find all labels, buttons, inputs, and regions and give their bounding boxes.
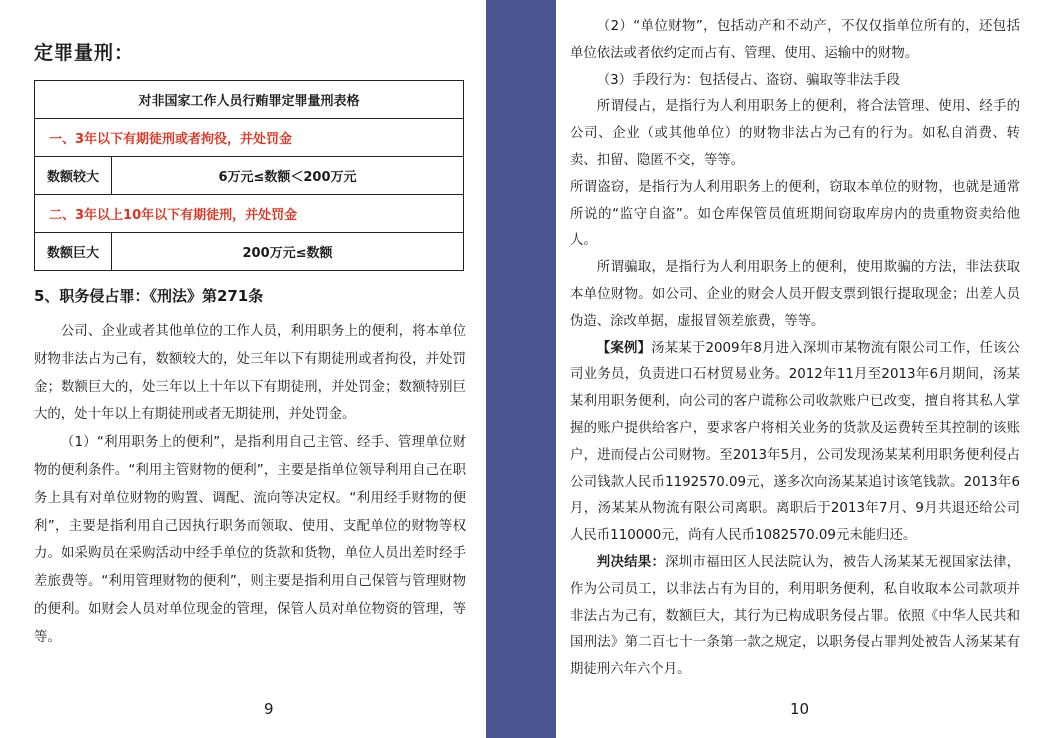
paragraph: （3）手段行为：包括侵占、盗窃、骗取等非法手段 bbox=[596, 72, 900, 88]
table-row-label: 数额巨大 bbox=[35, 233, 112, 271]
verdict-text: 深圳市福田区人民法院认为，被告人汤某某无视国家法律，作为公司员工，以非法占有为目的，利用职务便利，私自收取本公司款项并非法占为己有，数额巨大，其行为已构成职务侵占罪。依照《中华人民共和国刑法》第二百七十一条第一款之规定，以职务侵占罪判处被告人汤某某有期徒刑六年六个月。 bbox=[570, 554, 1021, 678]
case-label: 【案例】 bbox=[596, 340, 652, 356]
paragraph: 所谓侵占，是指行为人利用职务上的便利，将合法管理、使用、经手的公司、企业（或其他单位）的财物非法占为己有的行为。如私自消费、转卖、扣留、隐匿不交，等等。 bbox=[570, 99, 1020, 168]
case-text: 汤某某于2009年8月进入深圳市某物流有限公司工作，任该公司业务员，负责进口石材贸易业务。2012年11月至2013年6月期间，汤某某利用职务便利，向公司的客户谎称公司收款账户已改变，擅自将其私人掌握的账户提供给客户，要求客户将相关业务的货款及运费转至其控制的该账户，进而侵占公司财物。至2013年5月，公司发现汤某某利用职务便利侵占公司钱款人民币1192570.09元，遂多次向汤某某追讨该笔钱款。2013年6月，汤某某从物流有限公司离职。离职后于2013年7月、9月共退还给公司人民币110000元，尚有人民币1082570.09元未能归还。 bbox=[570, 340, 1020, 544]
sentencing-table bbox=[34, 80, 464, 271]
left-body bbox=[34, 318, 466, 652]
verdict-paragraph bbox=[570, 550, 1020, 684]
page-number: 9 bbox=[264, 700, 274, 718]
right-page bbox=[570, 0, 1020, 738]
book-spine bbox=[486, 0, 556, 738]
page-number: 10 bbox=[790, 700, 810, 718]
table-row-value: 6万元≤数额＜200万元 bbox=[112, 157, 464, 195]
paragraph: 公司、企业或者其他单位的工作人员，利用职务上的便利，将本单位财物非法占为己有，数额较大的，处三年以下有期徒刑或者拘役，并处罚金；数额巨大的，处三年以上十年以下有期徒刑，并处罚金；数额特别巨大的，处十年以上有期徒刑或者无期徒刑，并处罚金。 bbox=[34, 324, 466, 423]
table-tier-2: 二、3年以上10年以下有期徒刑，并处罚金 bbox=[35, 195, 464, 233]
table-tier-1: 一、3年以下有期徒刑或者拘役，并处罚金 bbox=[35, 119, 464, 157]
section-title: 定罪量刑： bbox=[34, 42, 135, 64]
paragraph: 所谓骗取，是指行为人利用职务上的便利，使用欺骗的方法，非法获取本单位财物。如公司、企业的财会人员开假支票到银行提取现金；出差人员伪造、涂改单据，虚报冒领差旅费，等等。 bbox=[570, 260, 1020, 329]
paragraph: 所谓盗窃，是指行为人利用职务上的便利，窃取本单位的财物，也就是通常所说的“监守自盗”。如仓库保管员值班期间窃取库房内的贵重物资卖给他人。 bbox=[570, 179, 1020, 249]
case-paragraph bbox=[570, 336, 1020, 550]
table-row-label: 数额较大 bbox=[35, 157, 112, 195]
table-header: 对非国家工作人员行贿罪定罪量刑表格 bbox=[35, 81, 464, 119]
paragraph: （2）“单位财物”，包括动产和不动产，不仅仅指单位所有的，还包括单位依法或者依约定而占有、管理、使用、运输中的财物。 bbox=[570, 19, 1020, 61]
article-heading: 5、职务侵占罪：《刑法》第271条 bbox=[34, 287, 264, 305]
verdict-label: 判决结果： bbox=[596, 554, 666, 570]
left-page bbox=[34, 0, 466, 738]
paragraph: （1）“利用职务上的便利”，是指利用自己主管、经手、管理单位财物的便利条件。“利用主管财物的便利”，主要是指单位领导利用自己在职务上具有对单位财物的购置、调配、流向等决定权。“利用经手财物的便利”，主要是指利用自己因执行职务而领取、使用、支配单位的财物等权力。如采购员在采购活动中经手单位的货款和货物，单位人员出差时经手差旅费等。“利用管理财物的便利”，则主要是指利用自己保管与管理财物的便利。如财会人员对单位现金的管理，保管人员对单位物资的管理，等等。 bbox=[34, 435, 466, 645]
table-row-value: 200万元≤数额 bbox=[112, 233, 464, 271]
right-body bbox=[570, 14, 1020, 684]
